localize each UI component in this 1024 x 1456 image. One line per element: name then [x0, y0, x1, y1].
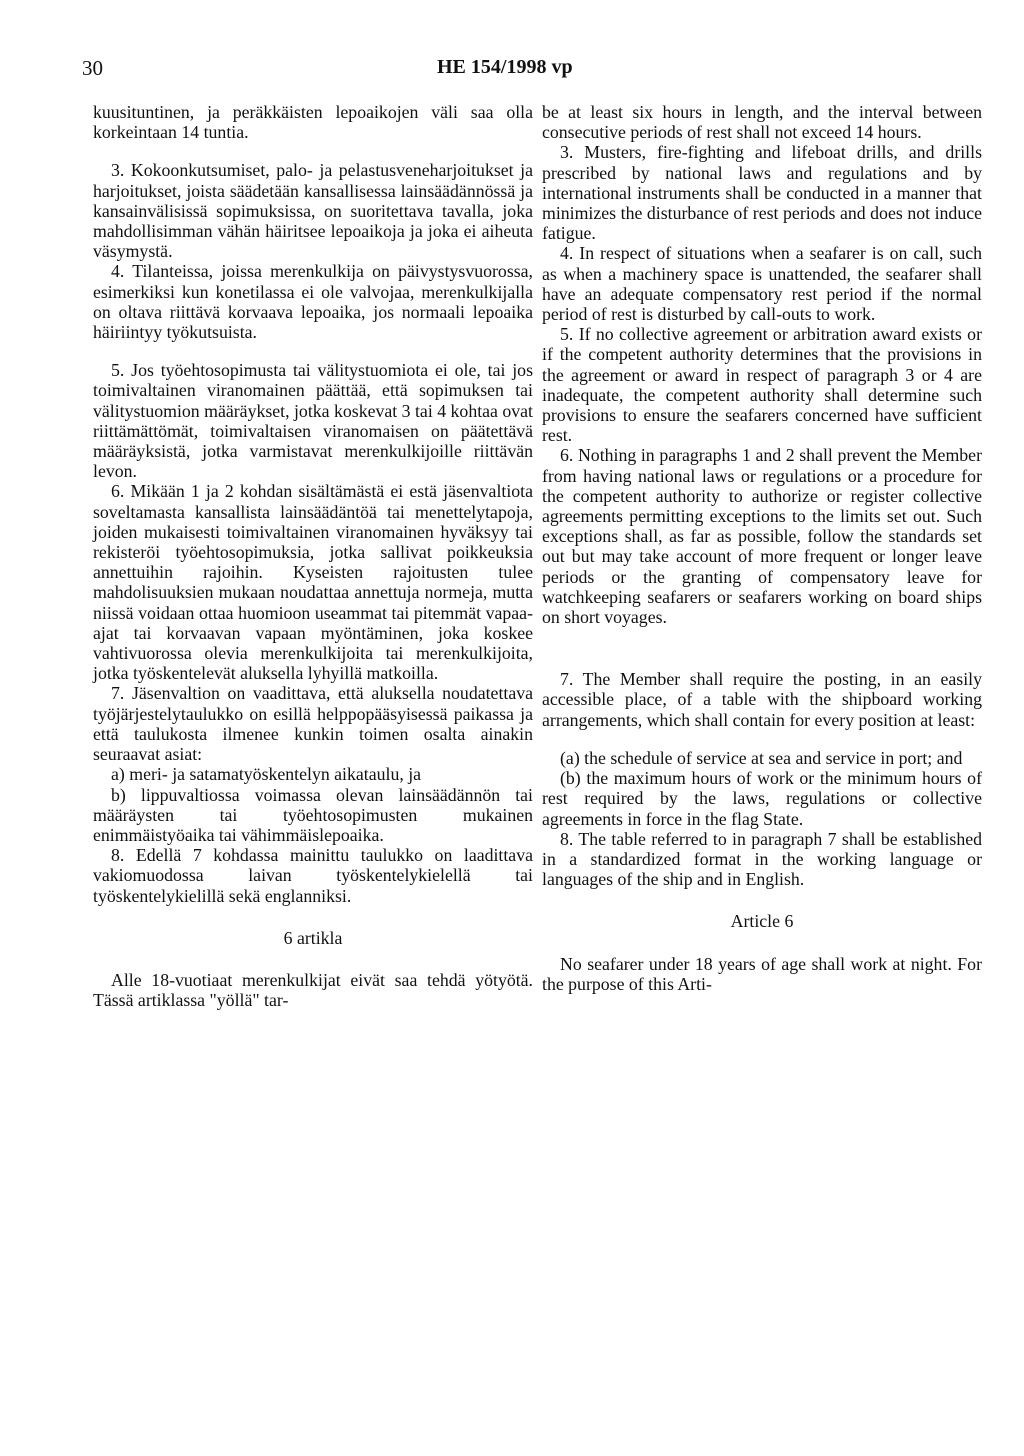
en-paragraph-intro: be at least six hours in length, and the interval between consecutive periods of rest shall not exceed 14 hours. [542, 102, 982, 143]
fi-paragraph-8: 8. Edellä 7 kohdassa mainittu taulukko on laadittava vakiomuodossa laivan työskentelykielellä tai työskentelykielillä sekä englanniksi. [93, 845, 533, 906]
en-article-title: Article 6 [730, 911, 794, 932]
en-paragraph-5: 5. If no collective agreement or arbitration award exists or if the competent authority determines that the provisions in the agreement or award in respect of paragraph 3 or 4 are inadequate, the competent authority shall determine such provisions to ensure the seafarers concerned have sufficient rest. [542, 324, 982, 446]
fi-paragraph-5: 5. Jos työehtosopimusta tai välitystuomiota ei ole, tai jos toimivaltainen viranomainen päättää, että sopimuksen tai välitystuomion määräykset, jotka koskevat 3 tai 4 kohtaa ovat riittämättömät, toimivaltaisen viranomaisen on päätettävä määräyksistä, jotka varmistavat merenkulkijoille riittävän levon. [93, 360, 533, 482]
document-id: HE 154/1998 vp [437, 56, 573, 78]
fi-paragraph-6: 6. Mikään 1 ja 2 kohdan sisältämästä ei estä jäsenvaltiota soveltamasta kansallista lainsäädäntöä tai menettelytapoja, joiden mukaisesti toimivaltainen viranomainen hyväksyy tai rekisteröi työehtosopimuksia, jotka sallivat poikkeuksia annettuihin rajoihin. Kyseisten rajoitusten tulee mahdolisuuksien mukaan noudattaa annettuja normeja, mutta niissä voidaan ottaa huomioon useammat tai pitemmät vapaa-ajat tai korvaavan vapaan myöntäminen, joka koskee vahtivuorossa olevia merenkulkijoita tai merenkulkijoita, jotka työskentelevät aluksella lyhyillä matkoilla. [93, 481, 533, 684]
page-number: 30 [82, 56, 103, 80]
fi-item-7b: b) lippuvaltiossa voimassa olevan lainsäädännön tai määräysten tai työehtosopimusten mukainen enimmäistyöaika tai vähimmäislepoaika. [93, 784, 533, 845]
fi-article-title: 6 artikla [283, 927, 343, 948]
finnish-column [93, 102, 533, 1010]
fi-paragraph-7: 7. Jäsenvaltion on vaadittava, että aluksella noudatettava työjärjestelytaulukko on esillä helppopääsyisessä paikassa ja että taulukosta ilmenee kunkin toimen osalta ainakin seuraavat asiat: [93, 683, 533, 765]
fi-article-paragraph: Alle 18-vuotiaat merenkulkijat eivät saa tehdä yötyötä. Tässä artiklassa "yöllä" tar- [93, 969, 533, 1011]
en-paragraph-7: 7. The Member shall require the posting, in an easily accessible place, of a table with the shipboard working arrangements, which shall contain for every position at least: [542, 669, 982, 730]
en-paragraph-6: 6. Nothing in paragraphs 1 and 2 shall prevent the Member from having national laws or regulations or a procedure for the competent authority to authorize or register collective agreements permitting exceptions to the limits set out. Such exceptions shall, as far as possible, follow the standards set out but may take account of more frequent or longer leave periods or the granting of compensatory leave for watchkeeping seafarers or seafarers working on board ships on short voyages. [542, 445, 982, 628]
fi-item-7a: a) meri- ja satamatyöskentelyn aikataulu, ja [111, 764, 422, 785]
en-item-7a: (a) the schedule of service at sea and service in port; and [560, 747, 963, 768]
en-article-paragraph: No seafarer under 18 years of age shall work at night. For the purpose of this Arti- [542, 953, 982, 994]
en-paragraph-3: 3. Musters, fire-fighting and lifeboat drills, and drills prescribed by national laws and regulations and by international instruments shall be conducted in a manner that minimizes the disturbance of rest periods and does not induce fatigue. [542, 142, 982, 244]
fi-paragraph-intro: kuusituntinen, ja peräkkäisten lepoaikojen väli saa olla korkeintaan 14 tuntia. [93, 102, 533, 143]
fi-paragraph-4: 4. Tilanteissa, joissa merenkulkija on päivystysvuorossa, esimerkiksi kun konetilassa ei ole valvojaa, merenkulkijalla on oltava riittävä korvaava lepoaika, jos normaali lepoaika häiriintyy työkutsuista. [93, 261, 533, 343]
page-header [82, 56, 982, 86]
fi-paragraph-3: 3. Kokoonkutsumiset, palo- ja pelastusveneharjoitukset ja harjoitukset, joista säädetään kansallisessa lainsäädännössä ja kansainvälisissä sopimuksissa, on suoritettava tavalla, joka mahdollisimman vähän häiritsee lepoaikoja ja joka ei aiheuta väsymystä. [93, 160, 533, 262]
english-column [542, 102, 982, 994]
en-paragraph-4: 4. In respect of situations when a seafarer is on call, such as when a machinery space is unattended, the seafarer shall have an adequate compensatory rest period if the normal period of rest is disturbed by call-outs to work. [542, 243, 982, 325]
en-item-7b: (b) the maximum hours of work or the minimum hours of rest required by the laws, regulations or collective agreements in force in the flag State. [542, 768, 982, 829]
en-paragraph-8: 8. The table referred to in paragraph 7 shall be established in a standardized format in the working language or languages of the ship and in English. [542, 828, 982, 890]
